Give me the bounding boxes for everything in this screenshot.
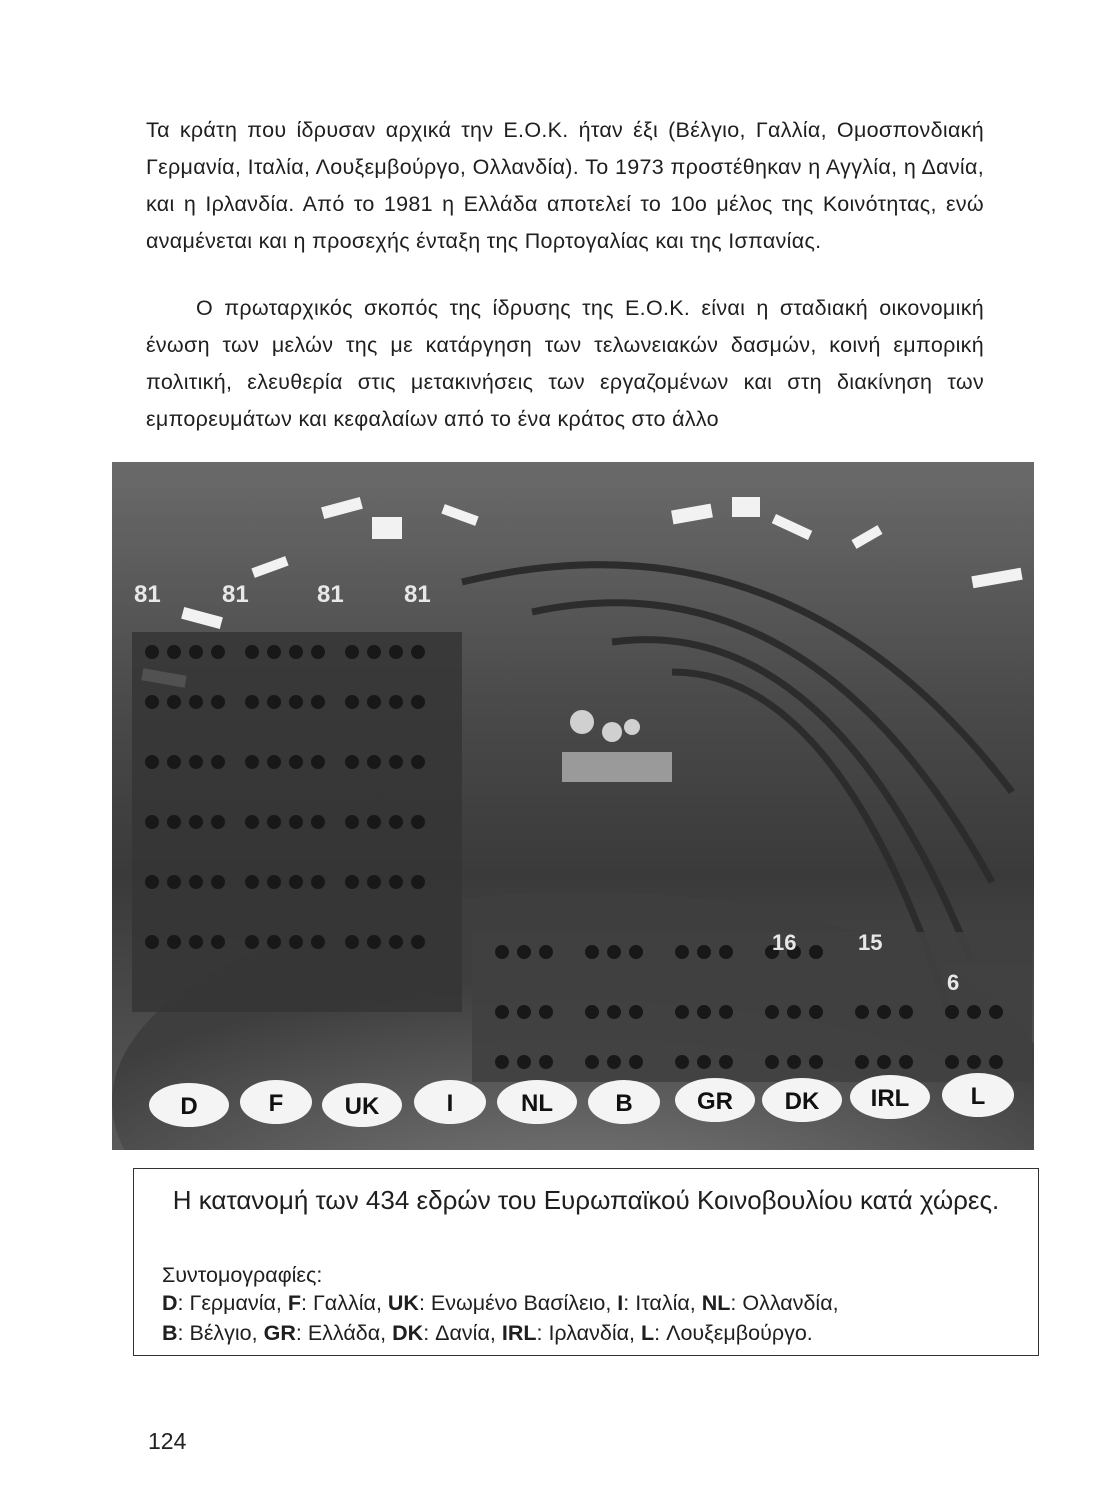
country-label-uk: UK xyxy=(344,1093,380,1120)
abbr-name: Λουξεμβούργο. xyxy=(666,1321,813,1345)
country-label-f: F xyxy=(268,1090,284,1117)
parliament-photo xyxy=(112,462,1034,1150)
country-label-nl: NL xyxy=(521,1090,553,1117)
abbr-code: D xyxy=(162,1291,178,1315)
seat-label-top: 81 xyxy=(317,581,344,608)
country-label-i: I xyxy=(446,1090,454,1117)
abbr-code: GR xyxy=(263,1321,296,1345)
abbr-name: Ενωμένο Βασίλειο, xyxy=(430,1291,612,1315)
country-label-l: L xyxy=(970,1083,986,1110)
caption-title: Η κατανομή των 434 εδρών του Ευρωπαϊκού Κοινοβουλίου κατά χώρες. xyxy=(172,1185,1000,1215)
seat-label-top: 81 xyxy=(222,581,249,608)
intro-paragraph: Τα κράτη που ίδρυσαν αρχικά την Ε.Ο.Κ. ήταν έξι (Βέλγιο, Γαλλία, Ομοσπονδιακή Γερμανία, Ιταλία, Λουξεμβούργο, Ολλανδία). Το 1973 προστέθηκαν η Αγγλία, η Δανία, και η Ιρλανδία. Από το 1981 η Ελλάδα αποτελεί το 10ο μέλος της Κοινότητας, ενώ αναμένεται και η προσεχής ένταξη της Πορτογαλίας και της Ισπανίας. xyxy=(146,118,984,253)
abbr-name: Ιταλία, xyxy=(635,1291,696,1315)
seat-label-top: 81 xyxy=(134,581,161,608)
caption-box xyxy=(133,1168,1039,1356)
seat-label-top: 81 xyxy=(404,581,431,608)
country-label-d: D xyxy=(180,1093,198,1120)
purpose-paragraph: Ο πρωταρχικός σκοπός της ίδρυσης της Ε.Ο.Κ. είναι η σταδιακή οικονομική ένωση των μελών της με κατάργηση των τελωνειακών δασμών, κοινή εμπορική πολιτική, ελευθερία στις μετακινήσεις των εργαζομένων και στη διακίνηση των εμπορευμάτων και κεφαλαίων από το ένα κράτος στο άλλο xyxy=(146,296,984,431)
abbreviations-label: Συντομογραφίες: xyxy=(162,1263,323,1287)
abbr-name: Γερμανία, xyxy=(189,1291,282,1315)
abbr-code: DK xyxy=(392,1321,424,1345)
seat-label-right: 16 xyxy=(772,930,797,955)
country-label-b: B xyxy=(615,1090,633,1117)
abbr-name: Βέλγιο, xyxy=(189,1321,258,1345)
abbr-name: Ιρλανδία, xyxy=(548,1321,635,1345)
abbr-code: L xyxy=(640,1321,655,1345)
country-label-dk: DK xyxy=(784,1088,820,1115)
abbr-code: F xyxy=(287,1291,302,1315)
abbr-code: I xyxy=(617,1291,624,1315)
abbr-code: B xyxy=(162,1321,178,1345)
seat-label-right: 15 xyxy=(858,930,883,955)
abbr-name: Ολλανδία, xyxy=(742,1291,839,1315)
abbr-name: Δανία, xyxy=(435,1321,496,1345)
seat-label-right: 6 xyxy=(947,970,960,995)
country-label-gr: GR xyxy=(697,1088,733,1115)
abbr-name: Ελλάδα, xyxy=(307,1321,387,1345)
abbr-code: UK xyxy=(387,1291,419,1315)
abbr-code: IRL xyxy=(501,1321,537,1345)
abbreviations-line-2: B: Βέλγιο, GR: Ελλάδα, DK: Δανία, IRL: Ιρλανδία, L: Λουξεμβούργο. xyxy=(162,1321,813,1345)
abbr-name: Γαλλία, xyxy=(312,1291,382,1315)
page-number: 124 xyxy=(148,1428,187,1454)
abbr-code: NL xyxy=(701,1291,731,1315)
abbreviations-line-1: D: Γερμανία, F: Γαλλία, UK: Ενωμένο Βασίλειο, I: Ιταλία, NL: Ολλανδία, xyxy=(162,1291,839,1315)
country-label-irl: IRL xyxy=(870,1085,910,1112)
